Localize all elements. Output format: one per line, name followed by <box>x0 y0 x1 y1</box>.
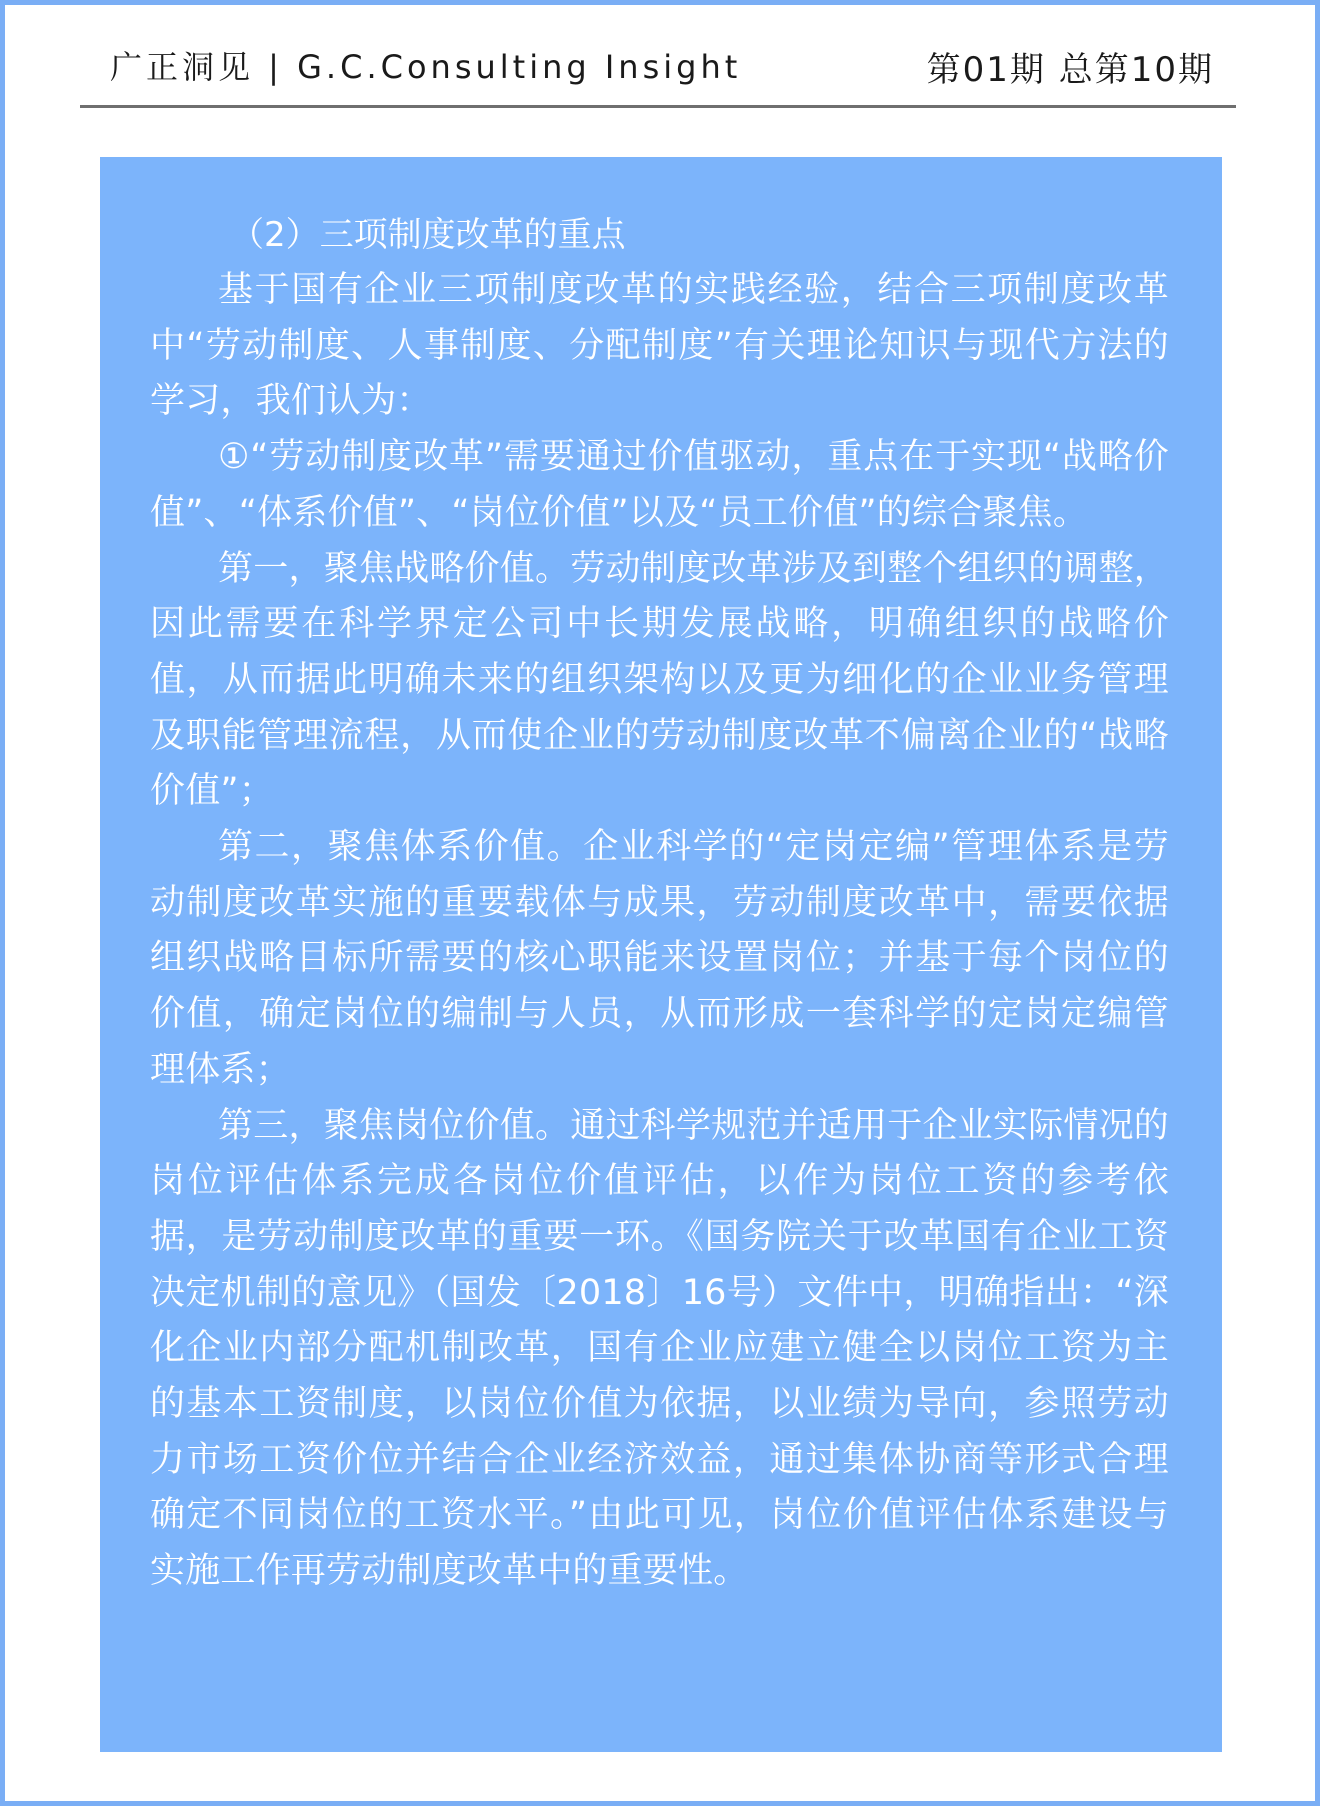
section-title: （2）三项制度改革的重点 <box>230 215 626 255</box>
paragraph-labor-reform: ①“劳动制度改革”需要通过价值驱动，重点在于实现“战略价值”、“体系价值”、“岗位价值”以及“员工价值”的综合聚焦。 <box>150 437 1169 533</box>
publication-title: 广正洞见 | G.C.Consulting Insight <box>110 48 742 86</box>
content-box <box>100 157 1222 1752</box>
paragraph-intro: 基于国有企业三项制度改革的实践经验，结合三项制度改革中“劳动制度、人事制度、分配制度”有关理论知识与现代方法的学习，我们认为： <box>150 270 1169 422</box>
issue-number: 第01期 总第10期 <box>926 50 1214 90</box>
page-header <box>80 0 1236 108</box>
paragraph-system-value: 第二，聚焦体系价值。企业科学的“定岗定编”管理体系是劳动制度改革实施的重要载体与成果，劳动制度改革中，需要依据组织战略目标所需要的核心职能来设置岗位；并基于每个岗位的价值，确定岗位的编制与人员，从而形成一套科学的定岗定编管理体系； <box>150 827 1169 1090</box>
paragraph-strategic-value: 第一，聚焦战略价值。劳动制度改革涉及到整个组织的调整，因此需要在科学界定公司中长期发展战略，明确组织的战略价值，从而据此明确未来的组织架构以及更为细化的企业业务管理及职能管理流程，从而使企业的劳动制度改革不偏离企业的“战略价值”； <box>150 548 1169 812</box>
paragraph-position-value: 第三，聚焦岗位价值。通过科学规范并适用于企业实际情况的岗位评估体系完成各岗位价值评估，以作为岗位工资的参考依据，是劳动制度改革的重要一环。《国务院关于改革国有企业工资决定机制的意见》（国发〔2018〕16号）文件中，明确指出：“深化企业内部分配机制改革，国有企业应建立健全以岗位工资为主的基本工资制度，以岗位价值为依据，以业绩为导向，参照劳动力市场工资价位并结合企业经济效益，通过集体协商等形式合理确定不同岗位的工资水平。”由此可见，岗位价值评估体系建设与实施工作再劳动制度改革中的重要性。 <box>150 1105 1169 1592</box>
